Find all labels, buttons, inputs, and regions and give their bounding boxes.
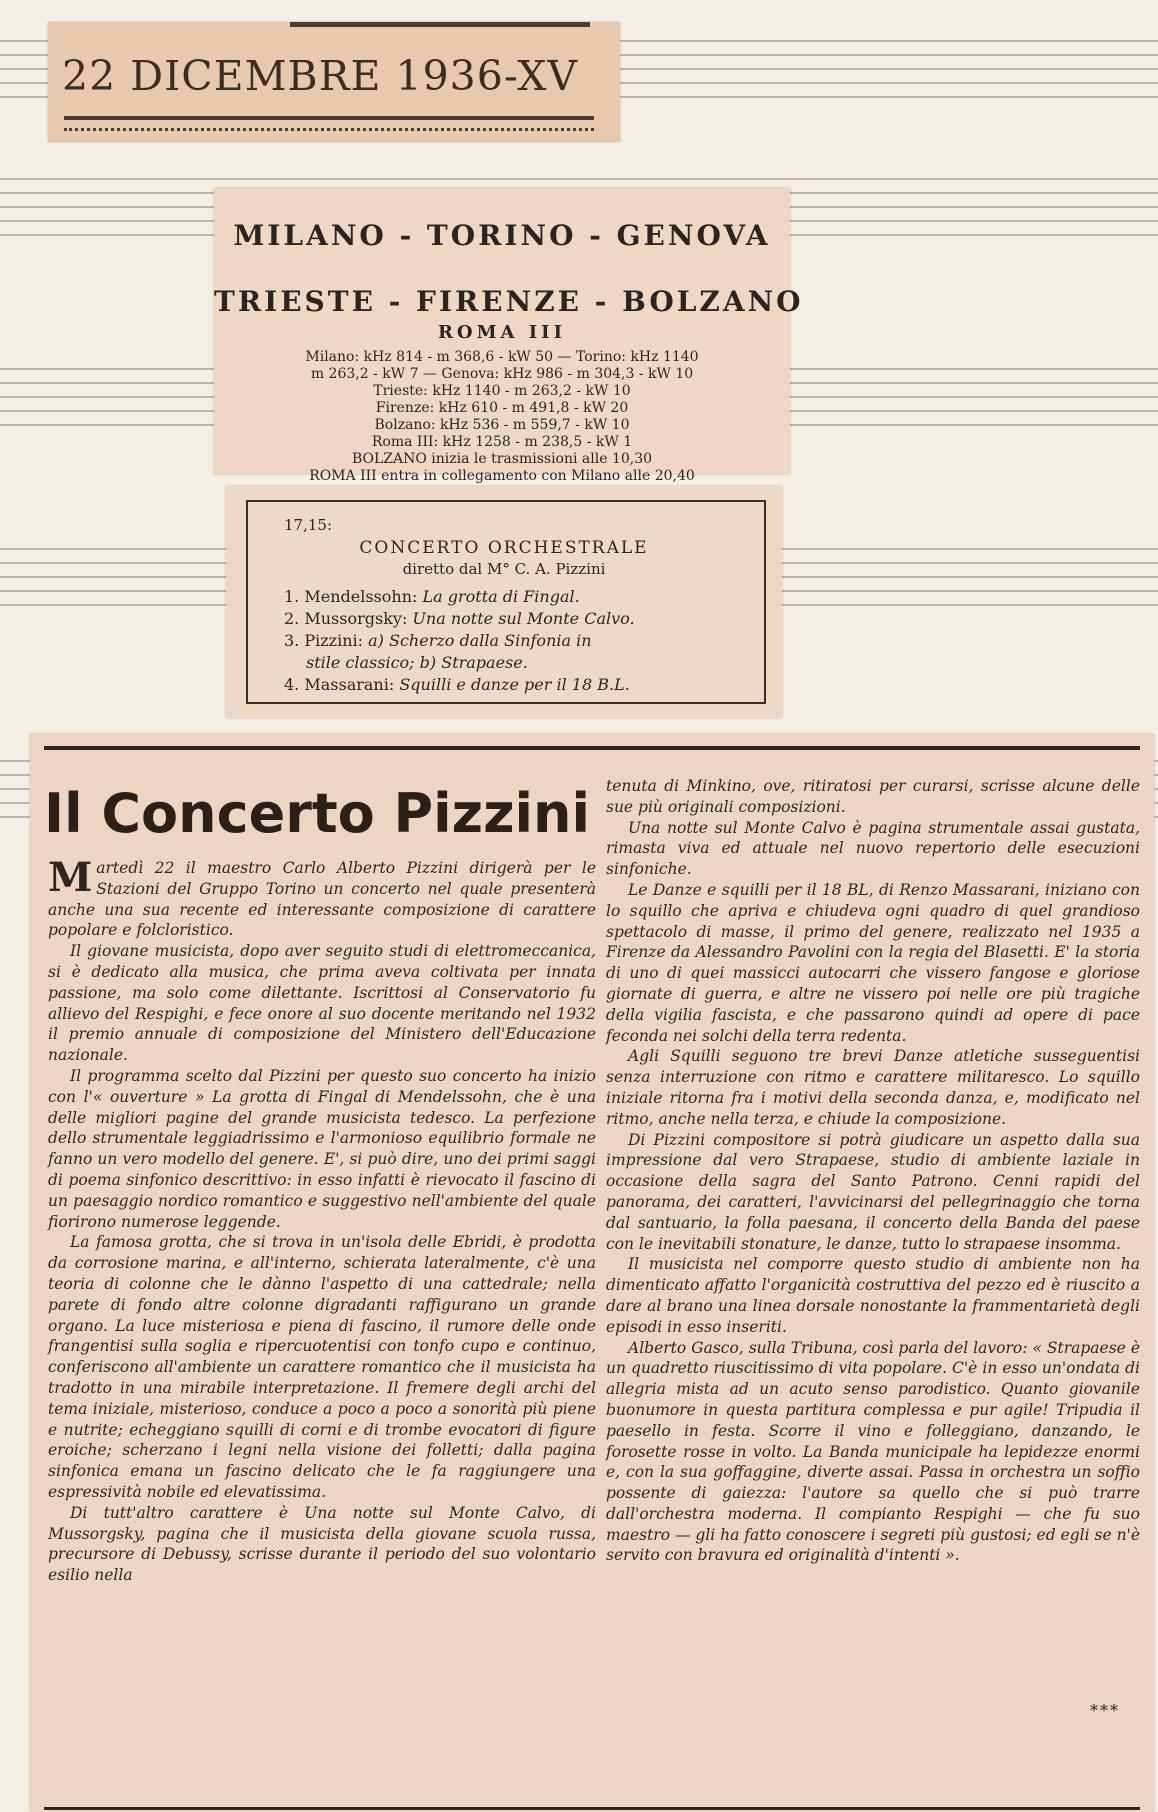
cities-line-1: MILANO - TORINO - GENOVA <box>233 219 771 252</box>
spec-line: Trieste: kHz 1140 - m 263,2 - kW 10 <box>373 383 631 399</box>
spec-line: Firenze: kHz 610 - m 491,8 - kW 20 <box>375 400 629 416</box>
paragraph: La famosa grotta, che si trova in un'isola delle Ebridi, è prodotta da corrosione marina, e all'interno, schierata lateralmente, c'è una teoria di colonne che le dànno l'aspetto di una cattedrale; nella parete di fondo altre colonne digradanti raffigurano un grande organo. La luce misteriosa e piena di fascino, il rumore delle onde frangentisi sulla soglia e ripercuotentisi con tonfo cupo e continuo, conferiscono all'ambiente un carattere romantico che il musicista ha tradotto in una mirabile interpretazione. Il fremere degli archi del tema iniziale, misterioso, conduce a poco a poco a sonorità più piene e nutrite; echeggiano squilli di corni e di trombe evocatori di figure eroiche; scherzano i legni nella visione dei folletti; dalla pagina sinfonica emana un fascino delicato che le fa raggiungere una espressività nobile ed elevatissima. <box>48 1233 596 1501</box>
stations-clipping <box>214 188 804 484</box>
cut-rule <box>290 22 590 27</box>
spec-line: Roma III: kHz 1258 - m 238,5 - kW 1 <box>371 434 633 450</box>
paragraph: Il programma scelto dal Pizzini per questo suo concerto ha inizio con l'« ouverture » La grotta di Fingal di Mendelssohn, che è una delle migliori pagine del grande musicista tedesco. La perfezione dello strumentale leggiadrissimo e l'armonioso equilibrio formale ne fanno un vero modello del genere. E', si può dire, uno dei primi saggi di poema sinfonico descrittivo: in esso infatti è rievocato il fascino di un paesaggio nordico romantico e suggestivo nell'ambiente del quale fiorirono numerose leggende. <box>48 1066 596 1231</box>
spec-line: Bolzano: kHz 536 - m 559,7 - kW 10 <box>374 417 630 433</box>
paragraph: Di tutt'altro carattere è Una notte sul Monte Calvo, di Mussorgsky, pagina che il musicista della giovane scuola russa, precursore di Debussy, scrisse durante il periodo del suo volontario esilio nella <box>48 1503 596 1585</box>
spec-line: m 263,2 - kW 7 — Genova: kHz 986 - m 304,3 - kW 10 <box>310 366 694 382</box>
article-headline: Il Concerto Pizzini <box>44 782 590 845</box>
divider <box>44 746 1140 750</box>
drop-cap: M <box>48 854 93 901</box>
program-item: 3. Pizzini: a) Scherzo dalla Sinfonia in <box>284 631 592 650</box>
paragraph: tenuta di Minkino, ove, ritiratosi per curarsi, scrisse alcune delle sue più originali composizioni. <box>606 777 1140 816</box>
program-director: diretto dal M° C. A. Pizzini <box>402 560 606 578</box>
spec-line: ROMA III entra in collegamento con Milano alle 20,40 <box>309 468 695 484</box>
program-item: 4. Massarani: Squilli e danze per il 18 B.L. <box>284 675 630 694</box>
program-item: 2. Mussorgsky: Una notte sul Monte Calvo. <box>284 609 635 628</box>
divider <box>44 1807 1140 1810</box>
date-clipping <box>48 22 620 142</box>
paragraph: Il giovane musicista, dopo aver seguito studi di elettromeccanica, si è dedicato alla musica, che prima aveva coltivata per innata passione, ma solo come dilettante. Iscrittosi al Conservatorio fu allievo del Respighi, e fece onore al suo docente meritando nel 1932 il premio annuale di composizione del Ministero dell'Educazione nazionale. <box>48 942 596 1065</box>
spec-line: BOLZANO inizia le trasmissioni alle 10,30 <box>351 451 653 467</box>
program-title: CONCERTO ORCHESTRALE <box>359 538 649 558</box>
program-item: stile classico; b) Strapaese. <box>306 653 528 672</box>
program-list <box>284 586 635 696</box>
program-time: 17,15: <box>284 516 332 534</box>
paragraph: Il musicista nel comporre questo studio di ambiente non ha dimenticato affatto l'organicità costruttiva del pezzo ed è riuscito a dare al brano una linea dorsale nonostante la frammentarietà degli episodi in esso inseriti. <box>606 1255 1140 1336</box>
program-clipping <box>226 486 782 718</box>
program-item: 1. Mendelssohn: La grotta di Fingal. <box>284 587 580 606</box>
paragraph: Martedì 22 il maestro Carlo Alberto Pizzini dirigerà per le Stazioni del Gruppo Torino un concerto nel quale presenterà anche una sua recente ed interessante composizione di carattere popolare e folcloristico. <box>48 854 596 940</box>
article-clipping <box>30 734 1154 1812</box>
date-heading: 22 DICEMBRE 1936-XV <box>62 52 579 100</box>
paragraph: Una notte sul Monte Calvo è pagina strumentale assai gustata, rimasta viva ed attuale nel nuovo repertorio delle esecuzioni sinfoniche. <box>606 818 1140 879</box>
paragraph: Di Pizzini compositore si potrà giudicare un aspetto dalla sua impressione dal vero Strapaese, studio di ambiente laziale in occasione della sagra del Santo Patrono. Cenni rapidi del panorama, dei caratteri, l'avvicinarsi del pellegrinaggio che torna dal santuario, la folla paesana, il concerto della Banda del paese con le inevitabili stonature, le danze, tutto lo strapaese insomma. <box>606 1130 1140 1253</box>
paragraph: Le Danze e squilli per il 18 BL, di Renzo Massarani, iniziano con lo squillo che apriva e chiudeva ogni quadro di quel grandioso spettacolo di masse, il primo del genere, realizzato nel 1935 a Firenze da Alessandro Pavolini con la regia del Blasetti. E' la storia di uno di quei massicci autocarri che vissero fangose e gloriose giornate di guerra, e altre ne vissero poi nelle ore più tragiche della vigilia fascista, e che passarono quindi ad opere di pace feconda nei solchi della terra redenta. <box>606 880 1140 1045</box>
paragraph: Agli Squilli seguono tre brevi Danze atletiche susseguentisi senza interruzione con ritmo e carattere militaresco. Lo squillo iniziale ritorna fra i motivi della seconda danza, e, modificato nel ritmo, anche nella terza, e chiude la composizione. <box>606 1047 1140 1128</box>
end-mark: *** <box>1090 1701 1120 1720</box>
spec-line: Milano: kHz 814 - m 368,6 - kW 50 — Torino: kHz 1140 <box>305 349 699 365</box>
cities-line-3: ROMA III <box>437 322 567 343</box>
paragraph: Alberto Gasco, sulla Tribuna, così parla del lavoro: « Strapaese è un quadretto riuscitissimo di vita popolare. C'è in esso un'ondata di allegria mista ad un acuto senso parodistico. Quanto giovanile buonumore in questa partitura complessa e pur agile! Tripudia il paesello in festa. Scorre il vino e folleggiano, danzando, le forosette rosse in volto. La Banda municipale ha lepidezze enormi e, con la sua goffaggine, diverte assai. Passa in orchestra un soffio possente di gaiezza: l'autore sa quello che si può trarre dall'orchestra moderna. Il compianto Respighi — che fu suo maestro — gli ha fatto conoscere i segreti più gustosi; ed egli se n'è servito con bravura ed originalità d'intenti ». <box>606 1338 1140 1565</box>
article-column-left <box>48 854 596 1586</box>
article-column-right <box>606 776 1140 1566</box>
cities-line-2: TRIESTE - FIRENZE - BOLZANO <box>214 285 804 318</box>
dotted-divider <box>64 128 594 131</box>
divider <box>64 116 594 120</box>
station-specs <box>214 349 790 485</box>
